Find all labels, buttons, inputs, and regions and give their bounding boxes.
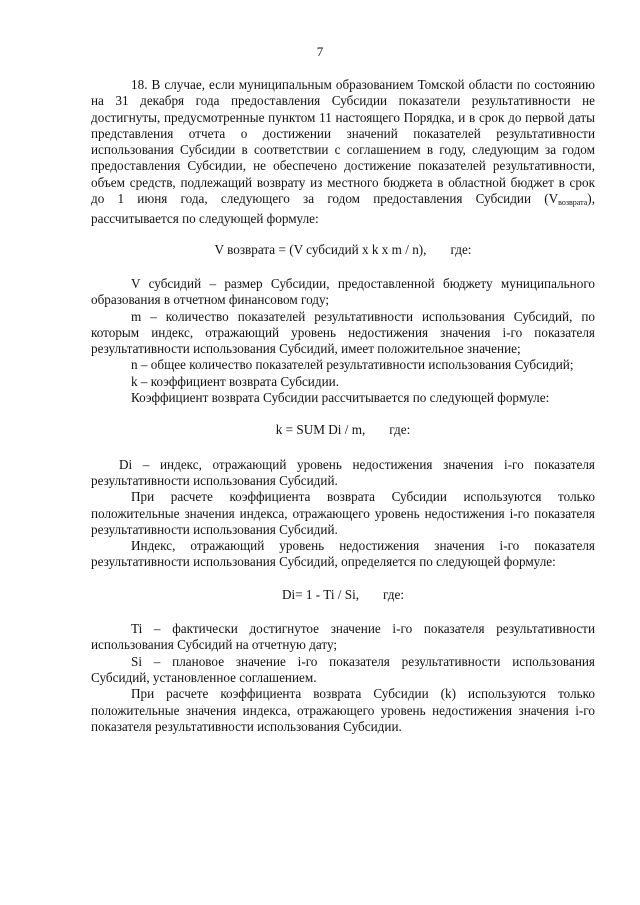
document-body [91, 77, 595, 735]
definition-ti: Ti – фактически достигнутое значение i-го показателя результативности использования Субсидий на отчетную дату; [91, 621, 595, 653]
page-number: 7 [316, 44, 324, 59]
formula-k [91, 422, 595, 438]
formula-v-return-expr: V возврата = (V субсидий x k x m / n), [214, 241, 427, 257]
formula-di-expr: Di= 1 - Ti / Si, [281, 586, 360, 602]
definition-n: n – общее количество показателей результативности использования Субсидий; [131, 357, 574, 373]
paragraph-18 [91, 77, 595, 228]
formula-where-1: где: [450, 241, 472, 257]
formula-k-expr: k = SUM Di / m, [275, 422, 366, 438]
definition-m: m – количество показателей результативности использования Субсидий, по которым индекс, отражающий уровень недостижения значения i-го показателя результативности использования Субсидий, имеет положительное значение; [91, 308, 595, 357]
formula-di [91, 587, 595, 603]
definition-si: Si – плановое значение i-го показателя результативности использования Субсидий, установленное соглашением. [91, 653, 595, 685]
index-formula-intro: Индекс, отражающий уровень недостижения значения i-го показателя результативности использования Субсидий, определяется по следующей формуле: [91, 538, 595, 570]
final-note: При расчете коэффициента возврата Субсидии (k) используются только положительные значения индекса, отражающего уровень недостижения значения i-го показателя результативности использования Субсидии. [91, 686, 595, 734]
v-return-subscript: возврата [558, 198, 588, 208]
paragraph-18-text: 18. В случае, если муниципальным образованием Томской области по состоянию на 31 декабря года предоставления Субсидии показатели результативности не достигнуты, предусмотренные пунктом 11 настоящего Порядка, и в срок до первой даты представления отчета о достижении значений показателей результативности использования Субсидии в соответствии с соглашением в году, следующим за годом предоставления Субсидии, не обеспечено достижение показателей результативности, объем средств, подлежащий возврату из местного бюджета в областной бюджет в срок до 1 июня года, следующего за годом предоставления Субсидии (V [91, 77, 595, 207]
definition-k: k – коэффициент возврата Субсидии. [131, 373, 339, 389]
formula-where-3: где: [383, 586, 405, 602]
definition-v-subsidy: V субсидий – размер Субсидии, предоставленной бюджету муниципального образования в отчетном финансовом году; [91, 275, 595, 308]
definition-di: Di – индекс, отражающий уровень недостижения значения i-го показателя результативности использования Субсидий. [91, 456, 595, 488]
formula-v-return [91, 242, 595, 258]
formula-where-2: где: [389, 422, 411, 438]
calculation-note: При расчете коэффициента возврата Субсидии используются только положительные значения индекса, отражающего уровень недостижения i-го показателя результативности использования Субсидий. [91, 489, 595, 537]
k-formula-intro: Коэффициент возврата Субсидии рассчитывается по следующей формуле: [131, 390, 550, 406]
paragraph-18-tail: ), рассчитывается по следующей формуле: [91, 191, 595, 227]
